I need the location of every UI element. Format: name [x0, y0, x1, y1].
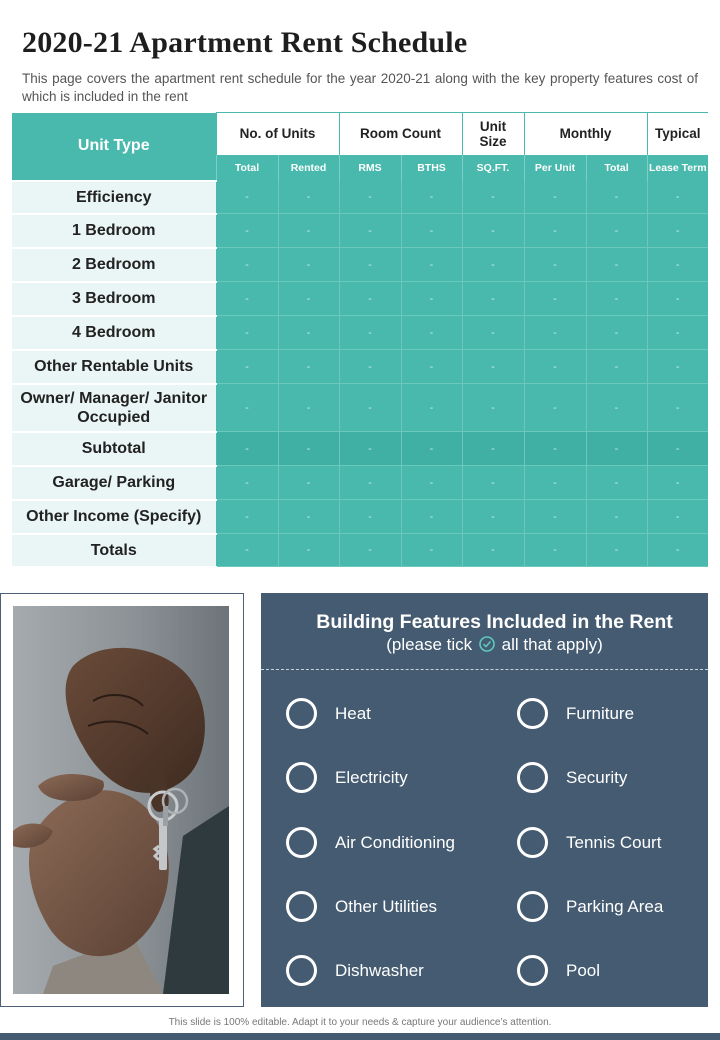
table-cell[interactable]: - — [216, 350, 278, 384]
table-cell[interactable]: - — [647, 316, 708, 350]
table-cell[interactable]: - — [647, 248, 708, 282]
sub-header-rented: Rented — [278, 155, 339, 181]
table-row — [12, 432, 708, 466]
sub-header-per-unit: Per Unit — [524, 155, 586, 181]
table-cell[interactable]: - — [339, 534, 401, 567]
table-cell[interactable]: - — [586, 282, 647, 316]
table-cell[interactable]: - — [339, 350, 401, 384]
footer-note: This slide is 100% editable. Adapt it to your needs & capture your audience’s attention. — [168, 1017, 552, 1028]
check-circle-icon — [479, 636, 495, 652]
table-cell[interactable]: - — [586, 384, 647, 432]
table-cell[interactable]: - — [524, 316, 586, 350]
row-label: Totals — [12, 534, 216, 567]
row-label: 3 Bedroom — [12, 282, 216, 316]
table-cell[interactable]: - — [339, 181, 401, 214]
table-cell[interactable]: - — [278, 214, 339, 248]
table-cell[interactable]: - — [586, 534, 647, 567]
rent-schedule-table — [12, 112, 708, 568]
table-cell[interactable]: - — [462, 282, 524, 316]
rent-table-body — [12, 181, 708, 567]
table-cell[interactable]: - — [524, 214, 586, 248]
table-cell[interactable]: - — [462, 466, 524, 500]
table-cell[interactable]: - — [401, 466, 462, 500]
table-cell[interactable]: - — [524, 282, 586, 316]
table-cell[interactable]: - — [586, 350, 647, 384]
group-header-units: No. of Units — [216, 113, 339, 155]
table-cell[interactable]: - — [278, 534, 339, 567]
table-cell[interactable]: - — [401, 316, 462, 350]
feature-label: Heat — [335, 704, 371, 723]
table-cell[interactable]: - — [462, 248, 524, 282]
table-row — [12, 316, 708, 350]
feature-label: Security — [566, 768, 628, 788]
table-row — [12, 534, 708, 567]
table-row — [12, 248, 708, 282]
checkbox-circle-icon[interactable] — [517, 698, 548, 729]
table-cell[interactable]: - — [524, 384, 586, 432]
checkbox-circle-icon[interactable] — [517, 891, 548, 922]
table-cell[interactable]: - — [278, 500, 339, 534]
table-cell[interactable]: - — [586, 316, 647, 350]
table-cell[interactable]: - — [462, 500, 524, 534]
features-subheading-after: all that apply) — [501, 635, 603, 654]
table-row — [12, 350, 708, 384]
row-label: Subtotal — [12, 432, 216, 466]
table-cell[interactable]: - — [524, 466, 586, 500]
table-cell[interactable]: - — [216, 282, 278, 316]
page-description: This page covers the apartment rent schedule for the year 2020-21 along with the key property features cost of which is included in the rent — [22, 71, 698, 104]
features-heading: Building Features Included in the Rent — [316, 611, 673, 633]
table-cell[interactable]: - — [278, 316, 339, 350]
table-cell[interactable]: - — [647, 432, 708, 466]
sub-header-rms: RMS — [339, 155, 401, 181]
table-cell[interactable]: - — [647, 500, 708, 534]
table-cell[interactable]: - — [647, 534, 708, 567]
table-cell[interactable]: - — [524, 350, 586, 384]
checkbox-circle-icon[interactable] — [517, 762, 548, 793]
table-cell[interactable]: - — [339, 432, 401, 466]
table-cell[interactable]: - — [339, 466, 401, 500]
checkbox-circle-icon[interactable] — [286, 891, 317, 922]
table-row — [12, 181, 708, 214]
row-label: Garage/ Parking — [12, 466, 216, 500]
sub-header-lease-term: Lease Term — [647, 155, 708, 181]
features-subheading-before: (please tick — [386, 635, 473, 654]
table-cell[interactable]: - — [462, 316, 524, 350]
checkbox-circle-icon[interactable] — [286, 698, 317, 729]
table-cell[interactable]: - — [462, 350, 524, 384]
sub-header-sqft: SQ.FT. — [462, 155, 524, 181]
features-subheading — [261, 635, 708, 655]
feature-label: Tennis Court — [566, 832, 662, 852]
table-row — [12, 466, 708, 500]
table-cell[interactable]: - — [401, 282, 462, 316]
table-cell[interactable]: - — [401, 214, 462, 248]
table-cell[interactable]: - — [524, 248, 586, 282]
feature-label: Air Conditioning — [335, 832, 456, 852]
table-cell[interactable]: - — [647, 181, 708, 214]
table-cell[interactable]: - — [647, 282, 708, 316]
table-row — [12, 214, 708, 248]
row-label: Efficiency — [12, 181, 216, 214]
feature-label: Parking Area — [566, 896, 664, 916]
sub-header-bths: BTHS — [401, 155, 462, 181]
checkbox-circle-icon[interactable] — [517, 955, 548, 986]
table-cell[interactable]: - — [647, 214, 708, 248]
table-cell[interactable]: - — [586, 466, 647, 500]
feature-label: Other Utilities — [335, 896, 438, 916]
table-cell[interactable]: - — [216, 432, 278, 466]
table-cell[interactable]: - — [647, 466, 708, 500]
table-cell[interactable]: - — [462, 432, 524, 466]
hand-holding-keys-photo — [13, 606, 229, 994]
table-cell[interactable]: - — [216, 316, 278, 350]
table-cell[interactable]: - — [524, 181, 586, 214]
group-header-room-count: Room Count — [339, 113, 462, 155]
checkbox-circle-icon[interactable] — [286, 827, 317, 858]
table-cell[interactable]: - — [216, 534, 278, 567]
sub-header-monthly-total: Total — [586, 155, 647, 181]
table-cell[interactable]: - — [339, 384, 401, 432]
group-header-unit-size: Unit Size — [462, 113, 524, 155]
footer-bar — [0, 1033, 720, 1040]
table-cell[interactable]: - — [401, 432, 462, 466]
table-cell[interactable]: - — [216, 500, 278, 534]
feature-label: Dishwasher — [335, 961, 424, 981]
table-cell[interactable]: - — [401, 500, 462, 534]
table-cell[interactable]: - — [462, 181, 524, 214]
table-cell[interactable]: - — [401, 181, 462, 214]
row-label: 2 Bedroom — [12, 248, 216, 282]
table-row — [12, 500, 708, 534]
row-label: Owner/ Manager/ Janitor Occupied — [12, 384, 216, 432]
table-cell[interactable]: - — [401, 350, 462, 384]
feature-label: Pool — [566, 961, 601, 981]
row-label: 4 Bedroom — [12, 316, 216, 350]
table-cell[interactable]: - — [401, 534, 462, 567]
table-cell[interactable]: - — [278, 432, 339, 466]
table-cell[interactable]: - — [278, 181, 339, 214]
unit-type-header: Unit Type — [12, 113, 216, 181]
photo-frame — [0, 593, 244, 1007]
table-cell[interactable]: - — [647, 384, 708, 432]
table-cell[interactable]: - — [278, 466, 339, 500]
table-cell[interactable]: - — [586, 181, 647, 214]
table-cell[interactable]: - — [216, 384, 278, 432]
table-cell[interactable]: - — [216, 214, 278, 248]
table-row — [12, 282, 708, 316]
table-cell[interactable]: - — [278, 350, 339, 384]
table-cell[interactable]: - — [586, 248, 647, 282]
building-features-panel — [261, 593, 708, 1007]
table-cell[interactable]: - — [462, 534, 524, 567]
group-header-monthly: Monthly — [524, 113, 647, 155]
table-cell[interactable]: - — [216, 248, 278, 282]
row-label: Other Income (Specify) — [12, 500, 216, 534]
checkbox-circle-icon[interactable] — [286, 955, 317, 986]
feature-label: Electricity — [335, 768, 408, 788]
group-header-typical: Typical — [647, 113, 708, 155]
checkbox-circle-icon[interactable] — [286, 762, 317, 793]
row-label: 1 Bedroom — [12, 214, 216, 248]
table-cell[interactable]: - — [216, 466, 278, 500]
table-cell[interactable]: - — [647, 350, 708, 384]
table-cell[interactable]: - — [278, 384, 339, 432]
row-label: Other Rentable Units — [12, 350, 216, 384]
table-row — [12, 384, 708, 432]
feature-label: Furniture — [566, 704, 635, 723]
table-cell[interactable]: - — [278, 282, 339, 316]
table-cell[interactable]: - — [278, 248, 339, 282]
table-cell[interactable]: - — [462, 384, 524, 432]
page-title: 2020-21 Apartment Rent Schedule — [22, 26, 468, 59]
table-cell[interactable]: - — [401, 384, 462, 432]
sub-header-total-units: Total — [216, 155, 278, 181]
table-cell[interactable]: - — [339, 316, 401, 350]
table-cell[interactable]: - — [339, 214, 401, 248]
table-cell[interactable]: - — [339, 282, 401, 316]
table-cell[interactable]: - — [586, 500, 647, 534]
keys-photo-illustration — [13, 606, 229, 994]
table-cell[interactable]: - — [401, 248, 462, 282]
table-cell[interactable]: - — [339, 500, 401, 534]
features-divider — [261, 669, 708, 670]
table-cell[interactable]: - — [462, 214, 524, 248]
table-cell[interactable]: - — [586, 214, 647, 248]
checkbox-circle-icon[interactable] — [517, 827, 548, 858]
table-cell[interactable]: - — [524, 534, 586, 567]
table-cell[interactable]: - — [339, 248, 401, 282]
table-cell[interactable]: - — [524, 432, 586, 466]
table-cell[interactable]: - — [524, 500, 586, 534]
table-cell[interactable]: - — [586, 432, 647, 466]
table-cell[interactable]: - — [216, 181, 278, 214]
